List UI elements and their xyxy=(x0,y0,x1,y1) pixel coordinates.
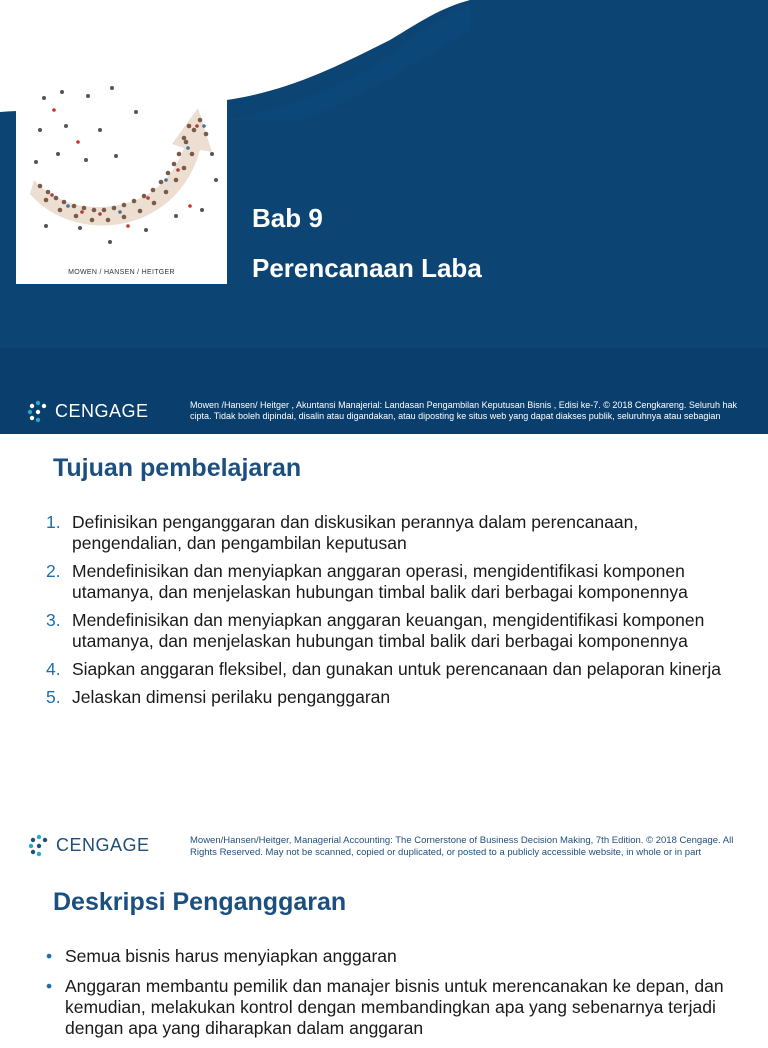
objectives-list xyxy=(46,512,746,715)
chapter-title: Perencanaan Laba xyxy=(252,253,482,283)
copyright-notice: Mowen /Hansen/ Heitger , Akuntansi Manajerial: Landasan Pengambilan Keputusan Bisnis , Edisi ke-7. © 2018 Cengkareng. Seluruh hak cipta. Tidak boleh dipindai, disalin atau digandakan, atau diposting ke situs web yang dapat diakses publik, seluruhnya atau sebagian xyxy=(190,400,737,421)
bullet-text: Semua bisnis harus menyiapkan anggaran xyxy=(65,946,397,966)
copyright-notice: Mowen/Hansen/Heitger, Managerial Accounting: The Cornerstone of Business Decision Making, 7th Edition. © 2018 Cengage. All Rights Reserved. May not be scanned, copied or duplicated, or posted to a publicly accessible website, in whole or in part xyxy=(190,835,734,858)
objective-text: Siapkan anggaran fleksibel, dan gunakan untuk perencanaan dan pelaporan kinerja xyxy=(72,659,721,679)
objective-item xyxy=(46,659,746,680)
objective-number: 3. xyxy=(46,610,61,630)
objective-text: Definisikan penganggaran dan diskusikan perannya dalam perencanaan, pengendalian, dan pengambilan keputusan xyxy=(72,512,639,553)
cengage-logo xyxy=(27,400,149,422)
objective-item xyxy=(46,610,746,652)
cengage-logo-text: CENGAGE xyxy=(56,834,150,855)
book-authors: MOWEN / HANSEN / HEITGER xyxy=(68,269,175,276)
objective-item xyxy=(46,687,746,708)
bullet-text: Anggaran membantu pemilik dan manajer bisnis untuk merencanakan ke depan, dan kemudian, melakukan kontrol dengan membandingkan apa yang sebenarnya terjadi dengan apa yang diharapkan dalam anggaran xyxy=(65,976,724,1038)
cengage-logo-icon xyxy=(27,400,49,422)
bullet-icon: • xyxy=(46,976,53,996)
objective-text: Mendefinisikan dan menyiapkan anggaran keuangan, mengidentifikasi komponen utamanya, dan menjelaskan hubungan timbal balik dari berbagai komponennya xyxy=(72,610,705,651)
crowd-arrow-illustration xyxy=(16,30,227,260)
bullet-list xyxy=(46,946,746,1048)
objective-item xyxy=(46,561,746,603)
objective-number: 5. xyxy=(46,687,61,707)
objectives-slide xyxy=(0,434,768,870)
cengage-logo-icon xyxy=(28,834,50,856)
title-slide xyxy=(0,0,768,434)
cengage-logo xyxy=(28,834,150,856)
objective-number: 4. xyxy=(46,659,61,679)
bullet-icon: • xyxy=(46,946,53,966)
chapter-number: Bab 9 xyxy=(252,203,323,233)
slide-heading: Tujuan pembelajaran xyxy=(53,454,302,482)
objective-item xyxy=(46,512,746,554)
cengage-logo-text: CENGAGE xyxy=(55,400,149,421)
objective-number: 1. xyxy=(46,512,61,532)
slide-heading: Deskripsi Penganggaran xyxy=(53,888,347,916)
objective-text: Mendefinisikan dan menyiapkan anggaran operasi, mengidentifikasi komponen utamanya, dan menjelaskan hubungan timbal balik dari berbagai komponennya xyxy=(72,561,688,602)
bullet-item xyxy=(46,946,746,967)
objective-number: 2. xyxy=(46,561,61,581)
budgeting-description-slide xyxy=(0,870,768,1038)
book-cover xyxy=(16,30,227,284)
bullet-item xyxy=(46,976,746,1039)
objective-text: Jelaskan dimensi perilaku penganggaran xyxy=(72,687,391,707)
